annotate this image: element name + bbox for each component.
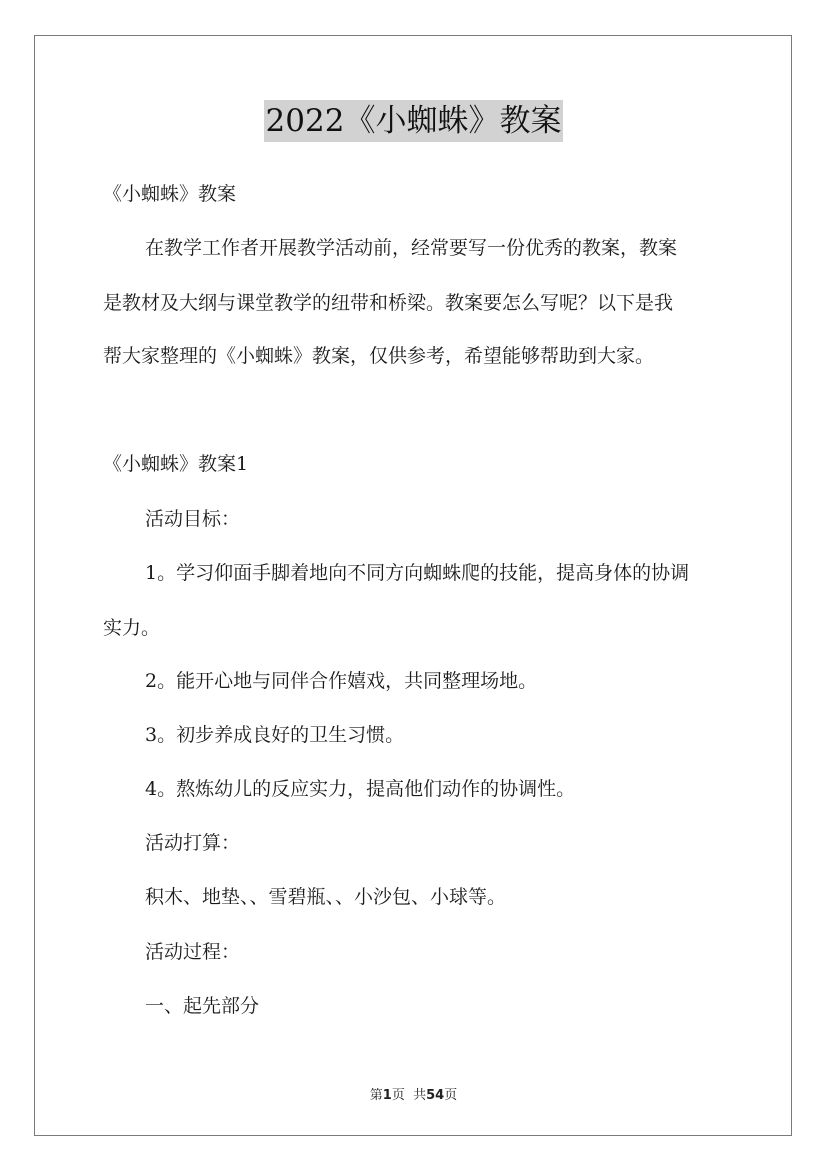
page-suffix: 页 共 [391, 1088, 427, 1103]
intro-line-2: 是教材及大纲与课堂教学的纽带和桥梁。教案要怎么写呢？以下是我 [103, 292, 674, 314]
subtitle-line: 《小蜘蛛》教案 [103, 183, 237, 205]
goal-item-4: 4。熬炼幼儿的反应实力，提高他们动作的协调性。 [145, 778, 576, 800]
page-footer [0, 1084, 827, 1103]
goal-item-2: 2。能开心地与同伴合作嬉戏，共同整理场地。 [145, 670, 538, 692]
materials-line: 积木、地垫、、雪碧瓶、、小沙包、小球等。 [145, 886, 507, 908]
goal-item-3: 3。初步养成良好的卫生习惯。 [145, 724, 405, 746]
section-heading: 《小蜘蛛》教案1 [103, 453, 249, 475]
title-container [0, 100, 827, 142]
intro-line-1: 在教学工作者开展教学活动前，经常要写一份优秀的教案，教案 [145, 237, 678, 259]
goal-item-1: 1。学习仰面手脚着地向不同方向蜘蛛爬的技能，提高身体的协调 [145, 562, 690, 584]
document-title: 2022《小蜘蛛》教案 [264, 100, 564, 142]
page-number: 1 [382, 1088, 392, 1103]
activity-process-heading: 活动过程： [145, 941, 241, 963]
page-prefix: 第 [369, 1088, 383, 1103]
total-suffix: 页 [444, 1088, 458, 1103]
total-pages: 54 [426, 1088, 445, 1103]
intro-line-3: 帮大家整理的《小蜘蛛》教案，仅供参考，希望能够帮助到大家。 [103, 345, 655, 367]
activity-goal-heading: 活动目标： [145, 508, 241, 530]
activity-prep-heading: 活动打算： [145, 832, 241, 854]
part-one-heading: 一、起先部分 [145, 995, 260, 1017]
goal-item-1-cont: 实力。 [103, 617, 161, 639]
